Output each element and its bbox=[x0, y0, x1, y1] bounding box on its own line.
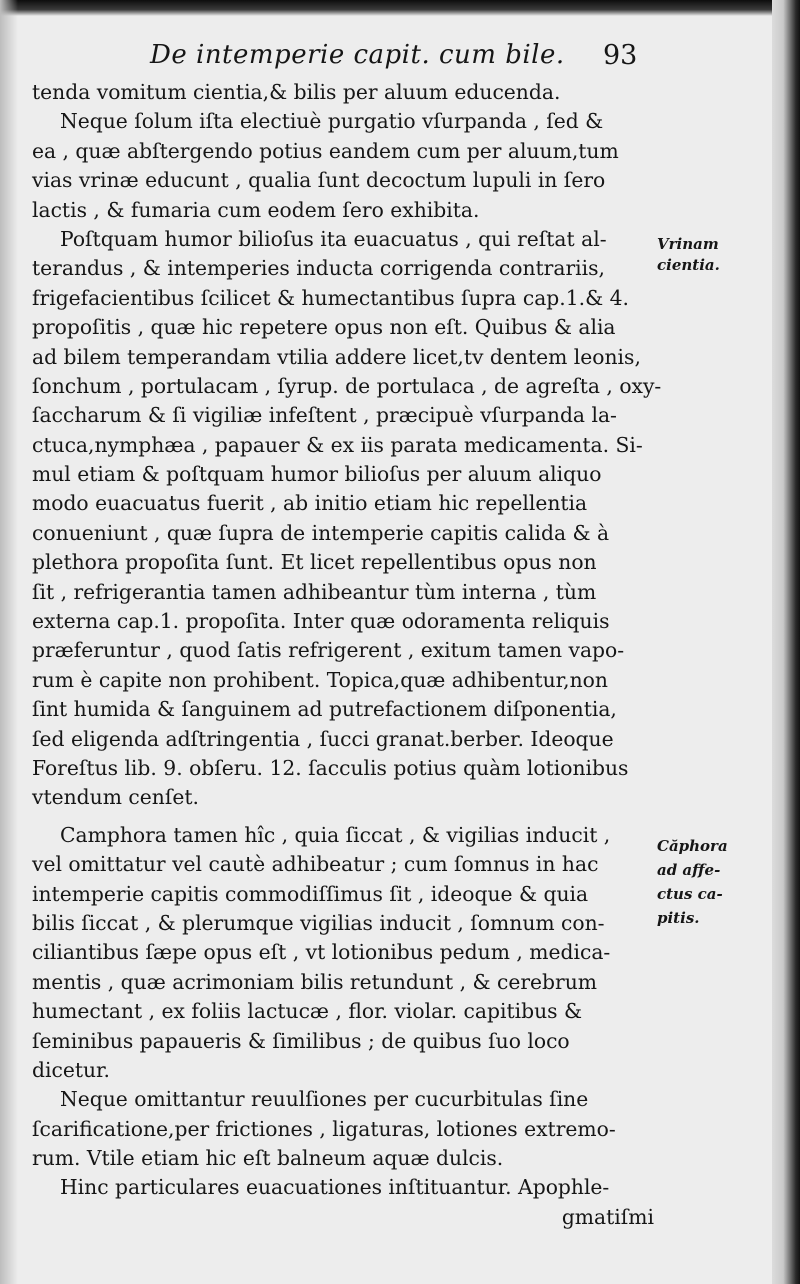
text-line: Foreſtus lib. 9. obſeru. 12. ſacculis potius quàm lotionibus bbox=[32, 755, 629, 780]
text-line: vtendum cenſet. bbox=[32, 785, 199, 810]
margin-note-vrinam bbox=[657, 234, 720, 276]
text-line: tenda vomitum cientia,& bilis per aluum educenda. bbox=[32, 80, 561, 104]
text-line: Neque omittantur reuulſiones per cucurbitulas ſine bbox=[60, 1087, 589, 1112]
catchword-line: gmatiſmi bbox=[561, 1204, 654, 1229]
text-line: terandus , & intemperies inducta corrigenda contrariis, bbox=[32, 256, 605, 281]
text-line: rum è capite non prohibent. Topica,quæ adhibentur,non bbox=[32, 667, 608, 692]
text-line: humectant , ex foliis lactucæ , flor. violar. capitibus & bbox=[32, 999, 583, 1024]
body-text bbox=[32, 78, 662, 1232]
text-line: Poſtquam humor bilioſus ita euacuatus , qui reſtat al- bbox=[60, 226, 607, 251]
text-line: modo euacuatus fuerit , ab initio etiam hic repellentia bbox=[32, 491, 588, 516]
text-line: bilis ſiccat , & plerumque vigilias inducit , ſomnum con- bbox=[32, 910, 605, 935]
text-line: rum. Vtile etiam hic eſt balneum aquæ dulcis. bbox=[32, 1146, 504, 1171]
top-edge-shadow bbox=[0, 0, 800, 16]
text-line: Hinc particulares euacuationes inſtituantur. Apophle- bbox=[60, 1175, 610, 1200]
margin-note-line: Vrinam bbox=[657, 235, 719, 253]
text-line: conueniunt , quæ ſupra de intemperie capitis calida & à bbox=[32, 520, 610, 545]
text-line: ſeminibus papaueris & ſimilibus ; de quibus ſuo loco bbox=[32, 1028, 570, 1053]
text-line: vel omittatur vel cautè adhibeatur ; cum ſomnus in hac bbox=[32, 852, 599, 877]
text-line: ſaccharum & ſi vigiliæ infeſtent , præcipuè vſurpanda la- bbox=[32, 403, 617, 428]
running-head: De intemperie capit. cum bile. bbox=[150, 40, 565, 70]
text-line: lactis , & fumaria cum eodem ſero exhibita. bbox=[32, 197, 480, 222]
text-line: frigefacientibus ſcilicet & humectantibus ſupra cap.1.& 4. bbox=[32, 285, 629, 310]
book-edge bbox=[772, 0, 800, 1284]
margin-note-line: Căphora bbox=[657, 837, 728, 855]
text-line: ea , quæ abſtergendo potius eandem cum per aluum,tum bbox=[32, 138, 619, 163]
text-line: Neque ſolum iſta electiuè purgatio vſurpanda , ſed & bbox=[60, 109, 604, 134]
text-line: dicetur. bbox=[32, 1057, 110, 1082]
text-line: propoſitis , quæ hic repetere opus non eſt. Quibus & alia bbox=[32, 315, 616, 340]
text-line: vias vrinæ educunt , qualia ſunt decoctum lupuli in ſero bbox=[32, 168, 606, 193]
text-line: ctuca,nymphæa , papauer & ex iis parata medicamenta. Si- bbox=[32, 432, 643, 457]
page-number: 93 bbox=[603, 40, 638, 71]
text-line: externa cap.1. propoſita. Inter quæ odoramenta reliquis bbox=[32, 609, 610, 634]
text-line: mentis , quæ acrimoniam bilis retundunt , & cerebrum bbox=[32, 969, 598, 994]
text-line: ad bilem temperandam vtilia addere licet,tv dentem leonis, bbox=[32, 344, 641, 369]
margin-note-line: ctus ca- bbox=[657, 885, 723, 903]
text-line: ſonchum , portulacam , ſyrup. de portulaca , de agreſta , oxy- bbox=[32, 373, 662, 398]
text-line: ſint humida & ſanguinem ad putrefactionem diſponentia, bbox=[32, 697, 617, 722]
text-line: præferuntur , quod ſatis refrigerent , exitum tamen vapo- bbox=[32, 638, 625, 663]
text-line: ciliantibus ſæpe opus eſt , vt lotionibus pedum , medica- bbox=[32, 940, 611, 965]
text-line: intemperie capitis commodiſſimus ſit , ideoque & quia bbox=[32, 881, 589, 906]
left-edge-shadow bbox=[0, 0, 18, 1284]
margin-note-camphora bbox=[657, 834, 728, 930]
text-line: ſcarificatione,per frictiones , ligaturas, lotiones extremo- bbox=[32, 1116, 616, 1141]
text-line: ſed eligenda adſtringentia , ſucci granat.berber. Ideoque bbox=[32, 726, 614, 751]
margin-note-line: ad affe- bbox=[657, 861, 721, 879]
text-line: Camphora tamen hîc , quia ſiccat , & vigilias inducit , bbox=[60, 822, 611, 847]
paragraph-gap bbox=[32, 813, 654, 821]
text-line: mul etiam & poſtquam humor bilioſus per aluum aliquo bbox=[32, 462, 602, 487]
text-line: plethora propoſita ſunt. Et licet repellentibus opus non bbox=[32, 550, 597, 575]
text-line: ſit , refrigerantia tamen adhibeantur tùm interna , tùm bbox=[32, 579, 597, 604]
margin-note-line: pitis. bbox=[657, 909, 700, 927]
margin-note-line: cientia. bbox=[657, 256, 720, 274]
